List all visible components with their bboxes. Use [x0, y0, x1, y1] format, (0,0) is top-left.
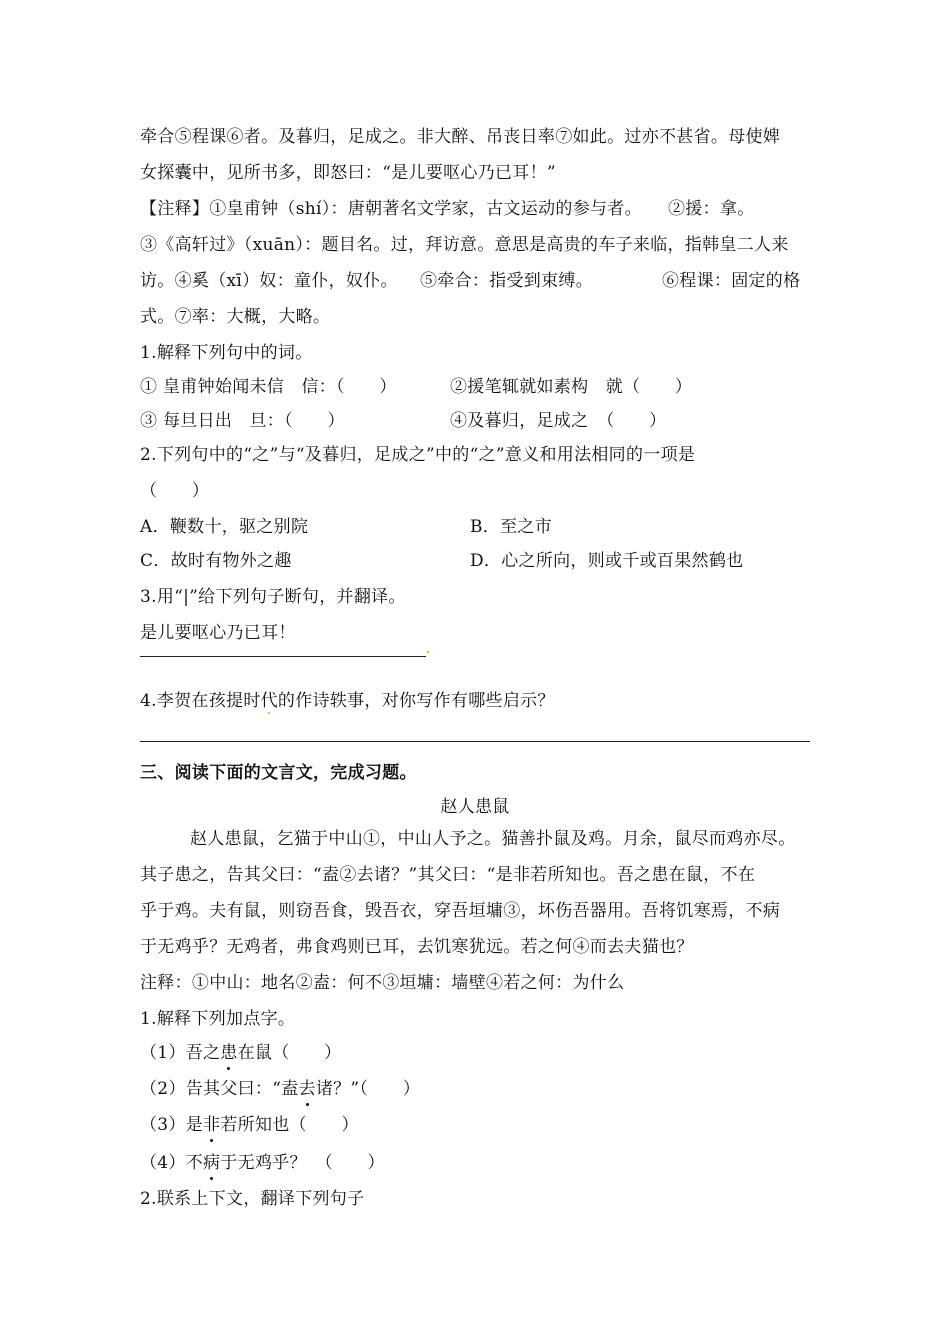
- answer-line-short: [140, 656, 426, 657]
- question-2-paren: （ ）: [140, 481, 210, 501]
- passage-3-title: 赵人患鼠: [440, 797, 510, 817]
- section-3-heading: 三、阅读下面的文言文，完成习题。: [140, 763, 417, 783]
- question-1-title: 1.解释下列句中的词。: [140, 343, 313, 363]
- question-3-sentence: 是儿要呕心乃已耳！: [140, 623, 296, 643]
- section-3-question-1-item-2: （2）告其父曰：“盍去诸？”（ ）: [140, 1079, 421, 1099]
- question-4-title: 4.李贺在孩提时代的作诗轶事，对你写作有哪些启示？: [140, 691, 555, 711]
- scan-speck-2: [268, 712, 270, 714]
- annotation-line-2: ③《高轩过》（xuān）：题目名。过，拜访意。意思是高贵的车子来临，指韩皇二人来: [140, 235, 789, 255]
- annotation-line-1: 【注释】①皇甫钟（shí）：唐朝著名文学家，古文运动的参与者。 ②援：拿。: [140, 199, 755, 219]
- annotation-line-4: 式。⑦率：大概，大略。: [140, 307, 331, 327]
- question-2-option-c: C．故时有物外之趣: [140, 551, 292, 571]
- question-2-option-d: D．心之所向，则或千或百果然鹤也: [470, 551, 744, 571]
- emphasis-dot-char: 患: [220, 1043, 238, 1063]
- section-3-question-1-item-1: （1）吾之患在鼠（ ）: [140, 1043, 342, 1063]
- scan-speck: [427, 651, 429, 653]
- annotation-line-3a: 访。④奚（xī）奴：童仆，奴仆。: [140, 271, 398, 291]
- question-2-title: 2.下列句中的“之”与“及暮归，足成之”中的“之”意义和用法相同的一项是: [140, 445, 696, 465]
- section-3-question-1-item-3: （3）是非若所知也（ ）: [140, 1115, 359, 1135]
- passage-3-line-1: 赵人患鼠，乞猫于中山①，中山人予之。猫善扑鼠及鸡。月余，鼠尽而鸡亦尽。: [190, 829, 796, 849]
- emphasis-dot-char: 病: [203, 1153, 221, 1173]
- question-1-item-c: ③ 每旦日出 旦：（ ）: [140, 411, 345, 431]
- section-3-question-2-title: 2.联系上下文，翻译下列句子: [140, 1189, 365, 1209]
- passage-3-line-4: 于无鸡乎？无鸡者，弗食鸡则已耳，去饥寒犹远。若之何④而去夫猫也？: [140, 937, 694, 957]
- passage-3-line-2: 其子患之，告其父曰：“盍②去诸？”其父曰：“是非若所知也。吾之患在鼠，不在: [140, 865, 756, 885]
- passage-line-2: 女探囊中，见所书多，即怒曰：“是儿要呕心乃已耳！”: [140, 163, 556, 183]
- answer-line-long: [140, 741, 810, 742]
- question-2-option-a: A．鞭数十，驱之别院: [140, 517, 309, 537]
- annotation-line-3c: ⑥程课：固定的格: [662, 271, 801, 291]
- section-3-question-1-item-4: （4）不病于无鸡乎？ （ ）: [140, 1153, 385, 1173]
- passage-3-line-3: 乎于鸡。夫有鼠，则窃吾食，毁吾衣，穿吾垣墉③，坏伤吾器用。吾将饥寒焉，不病: [140, 901, 781, 921]
- emphasis-dot-char: 非: [203, 1115, 221, 1135]
- passage-line-1: 牵合⑤程课⑥者。及暮归，足成之。非大醉、吊丧日率⑦如此。过亦不甚省。母使婢: [140, 127, 781, 147]
- annotation-line-3b: ⑤牵合：指受到束缚。: [420, 271, 593, 291]
- emphasis-dot-char: 去: [298, 1079, 316, 1099]
- question-1-item-b: ②援笔辄就如素构 就（ ）: [450, 377, 693, 397]
- section-3-question-1-title: 1.解释下列加点字。: [140, 1009, 296, 1029]
- question-2-option-b: B．至之市: [470, 517, 552, 537]
- question-1-item-a: ① 皇甫钟始闻未信 信：（ ）: [140, 377, 397, 397]
- passage-3-notes: 注释：①中山：地名②盍：何不③垣墉：墙壁④若之何：为什么: [140, 973, 625, 993]
- question-3-title: 3.用“|”给下列句子断句，并翻译。: [140, 587, 406, 607]
- question-1-item-d: ④及暮归，足成之 （ ）: [450, 411, 667, 431]
